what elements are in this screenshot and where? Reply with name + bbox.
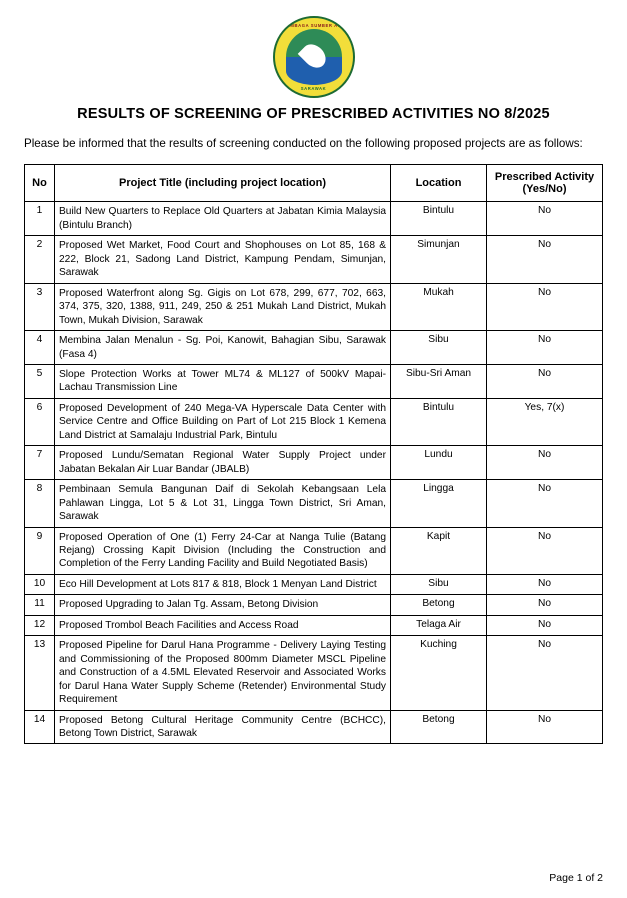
cell-no: 10 [25,574,55,594]
cell-no: 2 [25,236,55,283]
cell-project: Proposed Waterfront along Sg. Gigis on Lot 678, 299, 677, 702, 663, 374, 375, 320, 1388, 911, 249, 250 & 251 Mukah Land District, Mukah Town, Mukah Division, Sarawak [55,283,391,330]
logo-ring-text-bottom: SARAWAK [300,86,327,91]
table-row [25,595,603,615]
cell-project: Build New Quarters to Replace Old Quarters at Jabatan Kimia Malaysia (Bintulu Branch) [55,202,391,236]
cell-project: Pembinaan Semula Bangunan Daif di Sekolah Kebangsaan Lela Pahlawan Lingga, Lot 5 & Lot 31, Lingga Town District, Sri Aman, Sarawak [55,480,391,527]
cell-project: Proposed Operation of One (1) Ferry 24-Car at Nanga Tulie (Batang Rejang) Crossing Kapit Division (Including the Construction and Completion of the Ferry Landing Facility and Build Negotiated Basis) [55,527,391,574]
cell-activity: No [487,710,603,744]
water-drop-logo-icon [273,16,355,98]
cell-no: 12 [25,615,55,635]
column-header-location: Location [391,165,487,202]
cell-no: 11 [25,595,55,615]
table-row [25,710,603,744]
column-header-no: No [25,165,55,202]
cell-activity: No [487,527,603,574]
cell-activity: No [487,446,603,480]
cell-activity: No [487,364,603,398]
cell-no: 14 [25,710,55,744]
cell-location: Mukah [391,283,487,330]
cell-location: Betong [391,710,487,744]
cell-location: Sibu [391,331,487,365]
cell-location: Kuching [391,636,487,710]
table-row [25,480,603,527]
table-row [25,331,603,365]
cell-activity: No [487,236,603,283]
screening-results-table [24,164,603,744]
table-row [25,398,603,445]
cell-location: Sibu [391,574,487,594]
column-header-project: Project Title (including project location) [55,165,391,202]
cell-location: Lundu [391,446,487,480]
cell-no: 3 [25,283,55,330]
cell-location: Bintulu [391,202,487,236]
intro-paragraph: Please be informed that the results of screening conducted on the following proposed projects are as follows: [24,137,583,150]
cell-no: 8 [25,480,55,527]
logo-ring-text-top: LEMBAGA SUMBER AIR [283,23,344,28]
cell-location: Telaga Air [391,615,487,635]
cell-location: Sibu-Sri Aman [391,364,487,398]
cell-project: Eco Hill Development at Lots 817 & 818, Block 1 Menyan Land District [55,574,391,594]
column-header-activity: Prescribed Activity (Yes/No) [487,165,603,202]
cell-no: 9 [25,527,55,574]
cell-no: 5 [25,364,55,398]
cell-no: 1 [25,202,55,236]
table-row [25,364,603,398]
table-row [25,446,603,480]
cell-activity: No [487,574,603,594]
table-row [25,636,603,710]
cell-no: 4 [25,331,55,365]
table-body [25,202,603,744]
table-row [25,202,603,236]
page-title: RESULTS OF SCREENING OF PRESCRIBED ACTIVITIES NO 8/2025 [77,106,550,122]
cell-no: 13 [25,636,55,710]
cell-activity: No [487,331,603,365]
cell-project: Proposed Lundu/Sematan Regional Water Supply Project under Jabatan Bekalan Air Luar Bandar (JBALB) [55,446,391,480]
cell-location: Simunjan [391,236,487,283]
organization-logo [24,16,603,98]
cell-location: Lingga [391,480,487,527]
logo-inner-disc [286,29,342,85]
cell-project: Proposed Trombol Beach Facilities and Access Road [55,615,391,635]
cell-activity: No [487,480,603,527]
cell-project: Membina Jalan Menalun - Sg. Poi, Kanowit, Bahagian Sibu, Sarawak (Fasa 4) [55,331,391,365]
cell-activity: No [487,202,603,236]
cell-location: Kapit [391,527,487,574]
table-row [25,236,603,283]
cell-project: Proposed Betong Cultural Heritage Community Centre (BCHCC), Betong Town District, Sarawak [55,710,391,744]
cell-activity: No [487,283,603,330]
cell-location: Bintulu [391,398,487,445]
table-header-row [25,165,603,202]
cell-location: Betong [391,595,487,615]
cell-activity: Yes, 7(x) [487,398,603,445]
table-row [25,283,603,330]
cell-project: Proposed Pipeline for Darul Hana Programme - Delivery Laying Testing and Commissioning of the Proposed 800mm Diameter MSCL Pipeline and Construction of a 4.5ML Elevated Reservoir and Associated Works for Darul Hana Water Supply Scheme (Retender) Environmental Study Requirement [55,636,391,710]
table-row [25,574,603,594]
cell-no: 6 [25,398,55,445]
cell-activity: No [487,636,603,710]
cell-activity: No [487,615,603,635]
cell-project: Proposed Wet Market, Food Court and Shophouses on Lot 85, 168 & 222, Block 21, Sadong Land District, Kampung Pendam, Simunjan, Sarawak [55,236,391,283]
cell-activity: No [487,595,603,615]
cell-project: Proposed Upgrading to Jalan Tg. Assam, Betong Division [55,595,391,615]
cell-no: 7 [25,446,55,480]
water-drop-shape [297,40,330,73]
page-number: Page 1 of 2 [549,872,603,884]
table-row [25,615,603,635]
cell-project: Proposed Development of 240 Mega-VA Hyperscale Data Center with Service Centre and Office Building on Part of Lot 215 Block 1 Kemena Land District at Samalaju Industrial Park, Bintulu [55,398,391,445]
table-row [25,527,603,574]
cell-project: Slope Protection Works at Tower ML74 & ML127 of 500kV Mapai-Lachau Transmission Line [55,364,391,398]
